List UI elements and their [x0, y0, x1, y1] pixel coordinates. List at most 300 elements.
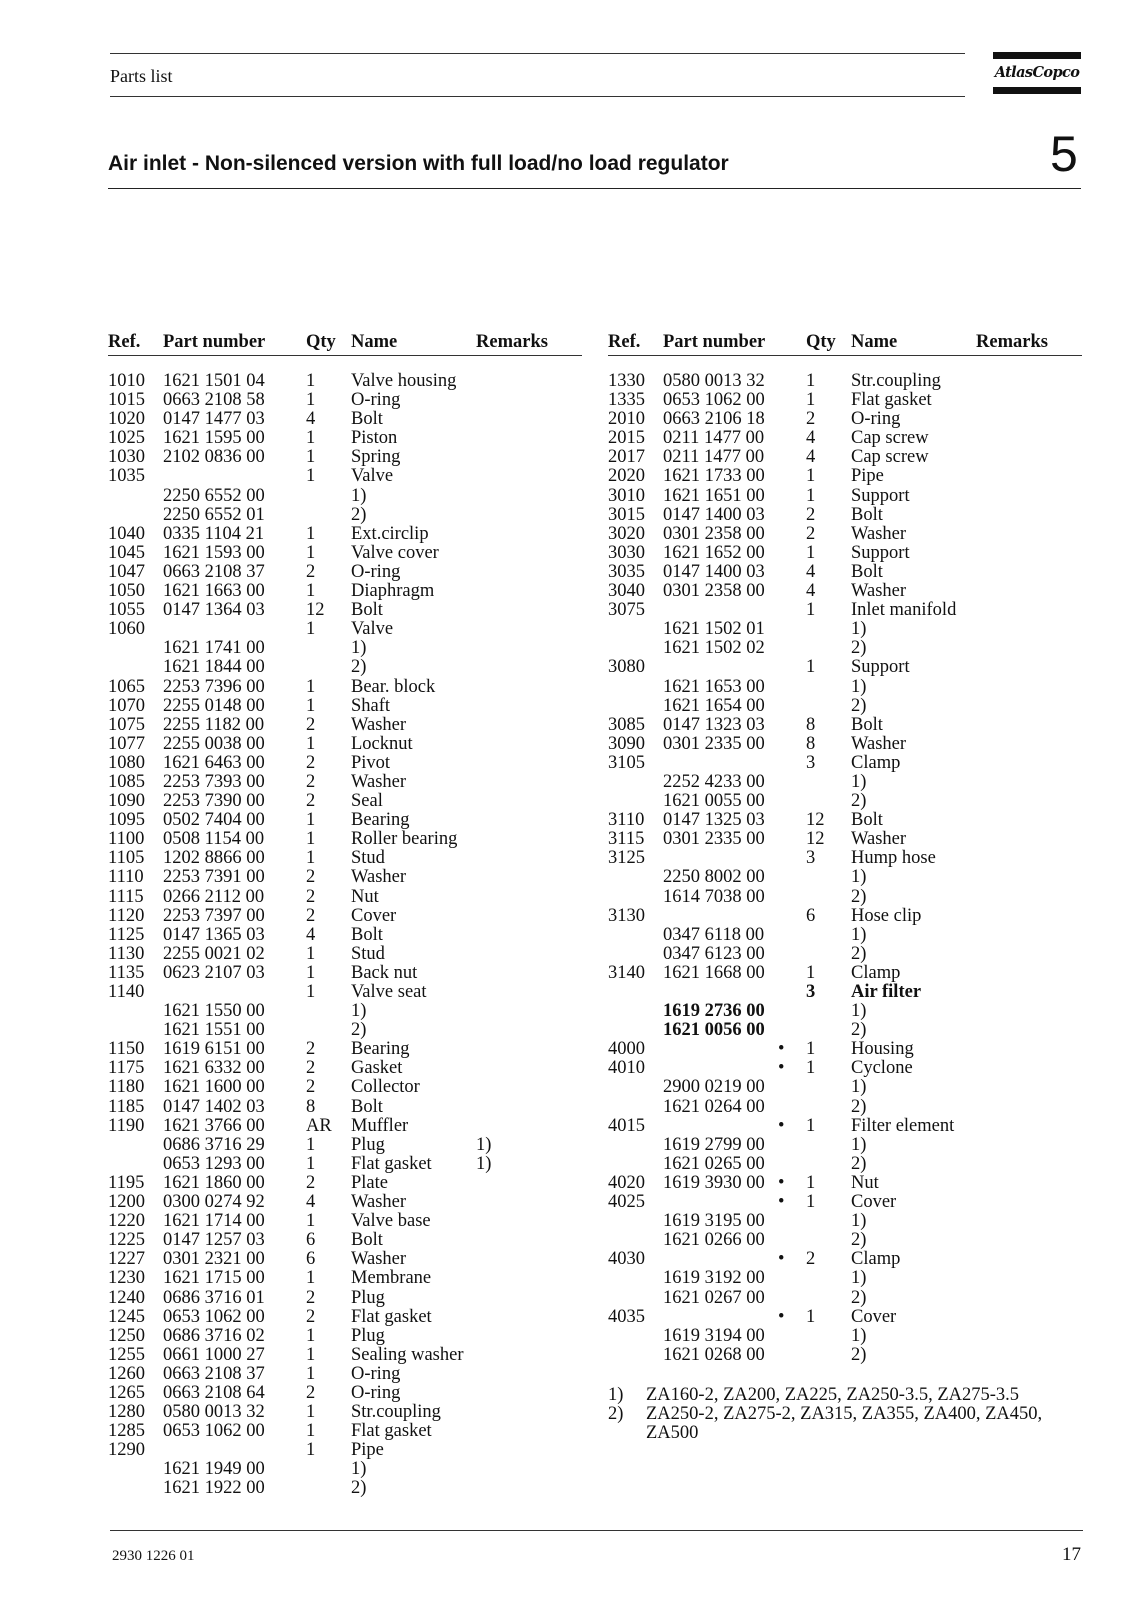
- cell-ref: 3035: [608, 561, 645, 582]
- cell-ref: 1185: [108, 1096, 145, 1117]
- cell-part-number: 0147 1477 03: [163, 409, 265, 430]
- cell-name: Clamp: [851, 1249, 901, 1270]
- table-row: [108, 1002, 582, 1021]
- cell-ref: 1240: [108, 1287, 145, 1308]
- cell-qty: 1: [306, 695, 316, 716]
- cell-name: Bolt: [351, 1096, 383, 1117]
- table-row: [608, 1346, 1082, 1365]
- cell-part-number: 0508 1154 00: [163, 829, 265, 850]
- cell-name: Valve base: [351, 1211, 431, 1232]
- cell-name: O-ring: [351, 561, 401, 582]
- cell-part-number: 0347 6123 00: [663, 943, 765, 964]
- cell-name: Washer: [851, 581, 907, 602]
- cell-qty: 1: [306, 810, 316, 831]
- cell-name: Bolt: [851, 714, 883, 735]
- cell-name: Valve seat: [351, 982, 427, 1002]
- cell-part-number: 0147 1325 03: [663, 810, 765, 831]
- table-row: 4015 • 1 Filter element: [608, 1115, 955, 1136]
- cell-part-number: 0663 2108 64: [163, 1382, 265, 1403]
- cell-qty: 1: [306, 619, 316, 640]
- cell-name: 2): [351, 504, 367, 525]
- cell-qty: 1: [806, 1192, 816, 1213]
- cell-part-number: 0653 1062 00: [663, 390, 765, 411]
- cell-ref: 1077: [108, 733, 145, 754]
- cell-ref: 1010: [108, 371, 145, 391]
- table-row: 4010 • 1 Cyclone: [608, 1058, 913, 1079]
- cell-ref: 1180: [108, 1077, 145, 1098]
- col-name-header: Name: [851, 332, 898, 352]
- cell-qty: 12: [306, 600, 325, 621]
- cell-name: 2): [851, 1020, 867, 1041]
- cell-ref: 1290: [108, 1440, 145, 1461]
- col-remarks-header: Remarks: [976, 332, 1048, 352]
- cell-name: Washer: [851, 523, 907, 544]
- cell-part-number: 1621 1652 00: [663, 542, 765, 563]
- page-number: 17: [1062, 1544, 1081, 1565]
- cell-part-number: 1621 1715 00: [163, 1268, 265, 1289]
- cell-ref: 4000: [608, 1039, 645, 1060]
- cell-ref: 1265: [108, 1382, 145, 1403]
- cell-name: Filter element: [851, 1115, 955, 1136]
- cell-name: 2): [851, 1096, 867, 1117]
- cell-qty: 2: [806, 409, 816, 430]
- table-row: 4030 • 2 Clamp: [608, 1249, 901, 1270]
- table-row: [608, 849, 1082, 868]
- cell-name: 2): [851, 695, 867, 716]
- table-row: [108, 735, 582, 754]
- table-row: [108, 1212, 582, 1231]
- table-row: [108, 1040, 582, 1059]
- cell-qty: 1: [306, 466, 316, 487]
- table-row: [608, 926, 1082, 945]
- cell-ref: 3080: [608, 657, 645, 678]
- cell-ref: 3125: [608, 848, 645, 869]
- cell-qty: 2: [306, 791, 316, 812]
- cell-name: 1): [351, 1459, 367, 1480]
- table-row: [608, 1289, 1082, 1308]
- cell-qty: 1: [306, 1211, 316, 1232]
- cell-qty: 1: [306, 848, 316, 869]
- table-row: [608, 658, 1082, 677]
- section-number: 5: [1050, 126, 1078, 182]
- cell-name: Pipe: [351, 1440, 384, 1461]
- cell-name: Diaphragm: [351, 581, 435, 602]
- cell-name: Str.coupling: [351, 1402, 441, 1423]
- cell-name: Washer: [351, 714, 407, 735]
- logo-bar-bottom: [993, 87, 1081, 94]
- cell-part-number: 0301 2335 00: [663, 829, 765, 850]
- col-part-number-header: Part number: [663, 332, 766, 352]
- table-row: [608, 1327, 1082, 1346]
- cell-name: Washer: [351, 771, 407, 792]
- cell-name: Flat gasket: [851, 390, 932, 411]
- cell-qty: 4: [806, 561, 816, 582]
- cell-name: Bolt: [351, 1230, 383, 1251]
- table-row: [108, 811, 582, 830]
- cell-name: Cap screw: [851, 428, 929, 449]
- footnotes: [608, 1386, 1088, 1443]
- table-row: [108, 849, 582, 868]
- cell-qty: 1: [306, 447, 316, 468]
- cell-qty: 2: [306, 886, 316, 907]
- cell-name: Hose clip: [851, 905, 922, 926]
- cell-part-number: 2255 1182 00: [163, 714, 265, 735]
- cell-name: Air filter: [851, 982, 922, 1002]
- table-row: [108, 525, 582, 544]
- cell-name: 2): [851, 1344, 867, 1365]
- table-row: [608, 1098, 1082, 1117]
- cell-name: Ext.circlip: [351, 523, 429, 544]
- table-row: [608, 448, 1082, 467]
- table-row: [108, 582, 582, 601]
- cell-qty: 1: [806, 485, 816, 506]
- cell-qty: 1: [306, 1440, 316, 1461]
- cell-part-number: 0653 1293 00: [163, 1153, 265, 1174]
- cell-part-number: 1621 1593 00: [163, 542, 265, 563]
- cell-name: O-ring: [351, 390, 401, 411]
- footnote-mark: 2): [608, 1404, 624, 1425]
- cell-name: Plug: [351, 1287, 385, 1308]
- cell-name: Valve cover: [351, 542, 439, 563]
- table-row: [608, 601, 1082, 620]
- cell-name: Spring: [351, 447, 401, 468]
- cell-ref: 1220: [108, 1211, 145, 1232]
- table-row: 4035 • 1 Cover: [608, 1306, 897, 1327]
- cell-name: Nut: [351, 886, 379, 907]
- cell-name: Support: [851, 542, 910, 563]
- cell-part-number: 0663 2108 58: [163, 390, 265, 411]
- cell-ref: 1245: [108, 1306, 145, 1327]
- cell-name: 1): [351, 638, 367, 659]
- table-row: [108, 1403, 582, 1422]
- cell-part-number: 0502 7404 00: [163, 810, 265, 831]
- cell-ref: 1225: [108, 1230, 145, 1251]
- table-row: [108, 1155, 582, 1174]
- table-row: [108, 754, 582, 773]
- cell-ref: 1070: [108, 695, 145, 716]
- cell-part-number: 0147 1364 03: [163, 600, 265, 621]
- table-row: [108, 1193, 582, 1212]
- table-row: [108, 410, 582, 429]
- table-row: 4025 • 1 Cover: [608, 1192, 897, 1213]
- cell-ref: 4025: [608, 1192, 645, 1213]
- cell-qty: 1: [306, 371, 316, 391]
- table-row: [108, 1231, 582, 1250]
- parts-table-left: [108, 332, 582, 1499]
- cell-ref: 3090: [608, 733, 645, 754]
- cell-ref: 3040: [608, 581, 645, 602]
- cell-qty: 4: [306, 1192, 316, 1213]
- cell-ref: 1100: [108, 829, 145, 850]
- table-row: [108, 372, 582, 391]
- cell-qty: AR: [306, 1115, 332, 1136]
- cell-name: Washer: [351, 1192, 407, 1213]
- table-row: [108, 1021, 582, 1040]
- cell-qty: 2: [306, 867, 316, 888]
- cell-name: Washer: [351, 867, 407, 888]
- cell-name: Stud: [351, 848, 385, 869]
- table-row: [108, 506, 582, 525]
- table-row: [108, 907, 582, 926]
- cell-name: Piston: [351, 428, 398, 449]
- cell-part-number: 2102 0836 00: [163, 447, 265, 468]
- cell-part-number: 0686 3716 01: [163, 1287, 265, 1308]
- cell-qty: 1: [806, 1115, 816, 1136]
- cell-part-number: 0301 2358 00: [663, 523, 765, 544]
- table-row: [608, 735, 1082, 754]
- cell-part-number: 1621 6332 00: [163, 1058, 265, 1079]
- table-row: [108, 391, 582, 410]
- cell-part-number: 1621 1600 00: [163, 1077, 265, 1098]
- table-row: [108, 467, 582, 486]
- cell-name: Flat gasket: [351, 1153, 432, 1174]
- title-rule: [108, 188, 1081, 189]
- table-row: [608, 1155, 1082, 1174]
- cell-name: Bolt: [851, 810, 883, 831]
- cell-part-number: 1621 0266 00: [663, 1230, 765, 1251]
- cell-remarks: 1): [476, 1153, 492, 1174]
- cell-part-number: 1621 0268 00: [663, 1344, 765, 1365]
- cell-ref: 3105: [608, 752, 645, 773]
- table-row: [608, 1212, 1082, 1231]
- cell-qty: 2: [306, 1382, 316, 1403]
- cell-ref: 1030: [108, 447, 145, 468]
- table-row: [108, 773, 582, 792]
- cell-part-number: 0663 2108 37: [163, 561, 265, 582]
- cell-part-number: 0653 1062 00: [163, 1306, 265, 1327]
- cell-name: Roller bearing: [351, 829, 458, 850]
- cell-ref: 3115: [608, 829, 645, 850]
- col-ref-header: Ref.: [108, 332, 141, 352]
- table-row: [108, 1460, 582, 1479]
- cell-ref: 1330: [608, 371, 645, 391]
- cell-part-number: 1621 1733 00: [663, 466, 765, 487]
- cell-part-number: 1619 3195 00: [663, 1211, 765, 1232]
- cell-part-number: 2255 0021 02: [163, 943, 265, 964]
- cell-name: Membrane: [351, 1268, 432, 1289]
- table-row: [608, 582, 1082, 601]
- cell-qty: 3: [806, 982, 816, 1002]
- table-row: [108, 620, 582, 639]
- cell-qty: 1: [806, 1172, 816, 1193]
- cell-part-number: 0347 6118 00: [663, 924, 765, 945]
- cell-part-number: 0266 2112 00: [163, 886, 265, 907]
- cell-name: 2): [851, 1230, 867, 1251]
- table-row: [108, 792, 582, 811]
- cell-name: Cap screw: [851, 447, 929, 468]
- table-row: [608, 1078, 1082, 1097]
- cell-qty: 4: [306, 924, 316, 945]
- cell-part-number: 0211 1477 00: [663, 428, 765, 449]
- cell-qty: 1: [306, 1421, 316, 1442]
- table-row: [108, 601, 582, 620]
- cell-name: Valve: [351, 619, 394, 640]
- cell-part-number: 0663 2108 37: [163, 1363, 265, 1384]
- cell-qty: 6: [306, 1249, 316, 1270]
- cell-qty: 1: [306, 428, 316, 449]
- cell-name: Washer: [851, 733, 907, 754]
- cell-part-number: 0301 2358 00: [663, 581, 765, 602]
- table-row: [108, 716, 582, 735]
- table-header: [608, 332, 1082, 356]
- table-row: [108, 1250, 582, 1269]
- table-row: [608, 830, 1082, 849]
- cell-ref: 3020: [608, 523, 645, 544]
- cell-ref: 4010: [608, 1058, 645, 1079]
- table-row: [608, 1002, 1082, 1021]
- cell-name: O-ring: [351, 1363, 401, 1384]
- cell-qty: 2: [306, 1172, 316, 1193]
- cell-name: Bolt: [351, 924, 383, 945]
- table-row: [608, 888, 1082, 907]
- cell-qty: 2: [306, 714, 316, 735]
- cell-part-number: 1621 1595 00: [163, 428, 265, 449]
- cell-name: 2): [351, 1020, 367, 1041]
- cell-name: Plate: [351, 1172, 388, 1193]
- cell-ref: 1175: [108, 1058, 145, 1079]
- cell-ref: 1040: [108, 523, 145, 544]
- footnote: [608, 1386, 1088, 1405]
- table-row: [108, 448, 582, 467]
- cell-ref: 1090: [108, 791, 145, 812]
- cell-name: 1): [851, 1211, 867, 1232]
- cell-name: Washer: [851, 829, 907, 850]
- cell-ref: 1195: [108, 1172, 145, 1193]
- cell-part-number: 1621 0264 00: [663, 1096, 765, 1117]
- cell-name: 2): [851, 1153, 867, 1174]
- table-row: [608, 544, 1082, 563]
- cell-part-number: 1621 1654 00: [663, 695, 765, 716]
- cell-part-number: 2255 0038 00: [163, 733, 265, 754]
- cell-qty: 2: [306, 771, 316, 792]
- cell-part-number: 0147 1365 03: [163, 924, 265, 945]
- cell-name: Clamp: [851, 962, 901, 983]
- table-row: [608, 429, 1082, 448]
- cell-name: Cover: [851, 1306, 897, 1327]
- cell-name: 1): [851, 771, 867, 792]
- cell-ref: 1260: [108, 1363, 145, 1384]
- cell-part-number: 1619 6151 00: [163, 1039, 265, 1060]
- header-bottom-rule: [110, 96, 965, 97]
- cell-name: Bear. block: [351, 676, 436, 697]
- cell-qty: 1: [806, 600, 816, 621]
- cell-part-number: 0580 0013 32: [663, 371, 765, 391]
- cell-ref: 1130: [108, 943, 145, 964]
- cell-name: Seal: [351, 791, 383, 812]
- cell-name: Bolt: [851, 561, 883, 582]
- table-row: [108, 1422, 582, 1441]
- cell-name: Shaft: [351, 695, 391, 716]
- cell-qty: 1: [306, 943, 316, 964]
- cell-ref: 3015: [608, 504, 645, 525]
- cell-part-number: 0147 1402 03: [163, 1096, 265, 1117]
- cell-qty: 1: [306, 1134, 316, 1155]
- table-row: [108, 945, 582, 964]
- cell-part-number: 0147 1323 03: [663, 714, 765, 735]
- table-row: [608, 1231, 1082, 1250]
- cell-part-number: 0147 1400 03: [663, 561, 765, 582]
- cell-part-number: 1614 7038 00: [663, 886, 765, 907]
- cell-qty: 2: [806, 1249, 816, 1270]
- table-row: [608, 467, 1082, 486]
- table-row: [608, 964, 1082, 983]
- table-row: [608, 754, 1082, 773]
- cell-name: 2): [851, 886, 867, 907]
- cell-part-number: 0147 1400 03: [663, 504, 765, 525]
- table-row: [108, 1174, 582, 1193]
- cell-qty: 2: [306, 561, 316, 582]
- table-row: [108, 926, 582, 945]
- cell-part-number: 1621 1949 00: [163, 1459, 265, 1480]
- cell-qty: 2: [806, 504, 816, 525]
- cell-ref: 1280: [108, 1402, 145, 1423]
- cell-name: Cover: [851, 1192, 897, 1213]
- cell-qty: 1: [306, 390, 316, 411]
- cell-ref: 1050: [108, 581, 145, 602]
- cell-qty: 8: [306, 1096, 316, 1117]
- cell-name: 2): [351, 657, 367, 678]
- cell-ref: 4035: [608, 1306, 645, 1327]
- table-row: [108, 1365, 582, 1384]
- cell-ref: 1285: [108, 1421, 145, 1442]
- table-row: [108, 678, 582, 697]
- table-body: [108, 372, 582, 1499]
- cell-ref: 1025: [108, 428, 145, 449]
- cell-part-number: 2250 6552 00: [163, 485, 265, 506]
- table-body: [608, 372, 1082, 1365]
- cell-ref: 1335: [608, 390, 645, 411]
- cell-ref: 1060: [108, 619, 145, 640]
- table-row: [108, 1117, 582, 1136]
- cell-name: Flat gasket: [351, 1306, 432, 1327]
- cell-part-number: 0686 3716 02: [163, 1325, 265, 1346]
- table-row: [108, 639, 582, 658]
- cell-part-number: 2253 7391 00: [163, 867, 265, 888]
- cell-name: Sealing washer: [351, 1344, 464, 1365]
- cell-name: 1): [851, 1268, 867, 1289]
- cell-ref: 1200: [108, 1192, 145, 1213]
- table-row: [108, 1289, 582, 1308]
- cell-part-number: 1621 1714 00: [163, 1211, 265, 1232]
- table-row: [108, 983, 582, 1002]
- cell-name: Support: [851, 657, 910, 678]
- cell-ref: 1047: [108, 561, 145, 582]
- cell-ref: 1120: [108, 905, 145, 926]
- cell-part-number: 2253 7393 00: [163, 771, 265, 792]
- cell-name: Clamp: [851, 752, 901, 773]
- cell-name: 1): [351, 1001, 367, 1022]
- cell-part-number: 1621 1502 01: [663, 619, 765, 640]
- cell-name: Bearing: [351, 810, 410, 831]
- table-row: [108, 964, 582, 983]
- cell-qty: 4: [806, 581, 816, 602]
- cell-qty: 1: [806, 542, 816, 563]
- cell-ref: 1035: [108, 466, 145, 487]
- cell-qty: 1: [806, 657, 816, 678]
- cell-qty: 1: [806, 390, 816, 411]
- cell-name: Collector: [351, 1077, 420, 1098]
- cell-part-number: 1621 1501 04: [163, 371, 265, 391]
- table-row: [608, 639, 1082, 658]
- cell-ref: 1140: [108, 982, 145, 1002]
- cell-ref: 4015: [608, 1115, 645, 1136]
- cell-name: Bolt: [351, 600, 383, 621]
- footnote-text: ZA250-2, ZA275-2, ZA315, ZA355, ZA400, ZA450, ZA500: [646, 1404, 1043, 1444]
- table-row: [108, 1384, 582, 1403]
- table-row: [608, 620, 1082, 639]
- cell-part-number: 1619 2799 00: [663, 1134, 765, 1155]
- cell-qty: 1: [306, 676, 316, 697]
